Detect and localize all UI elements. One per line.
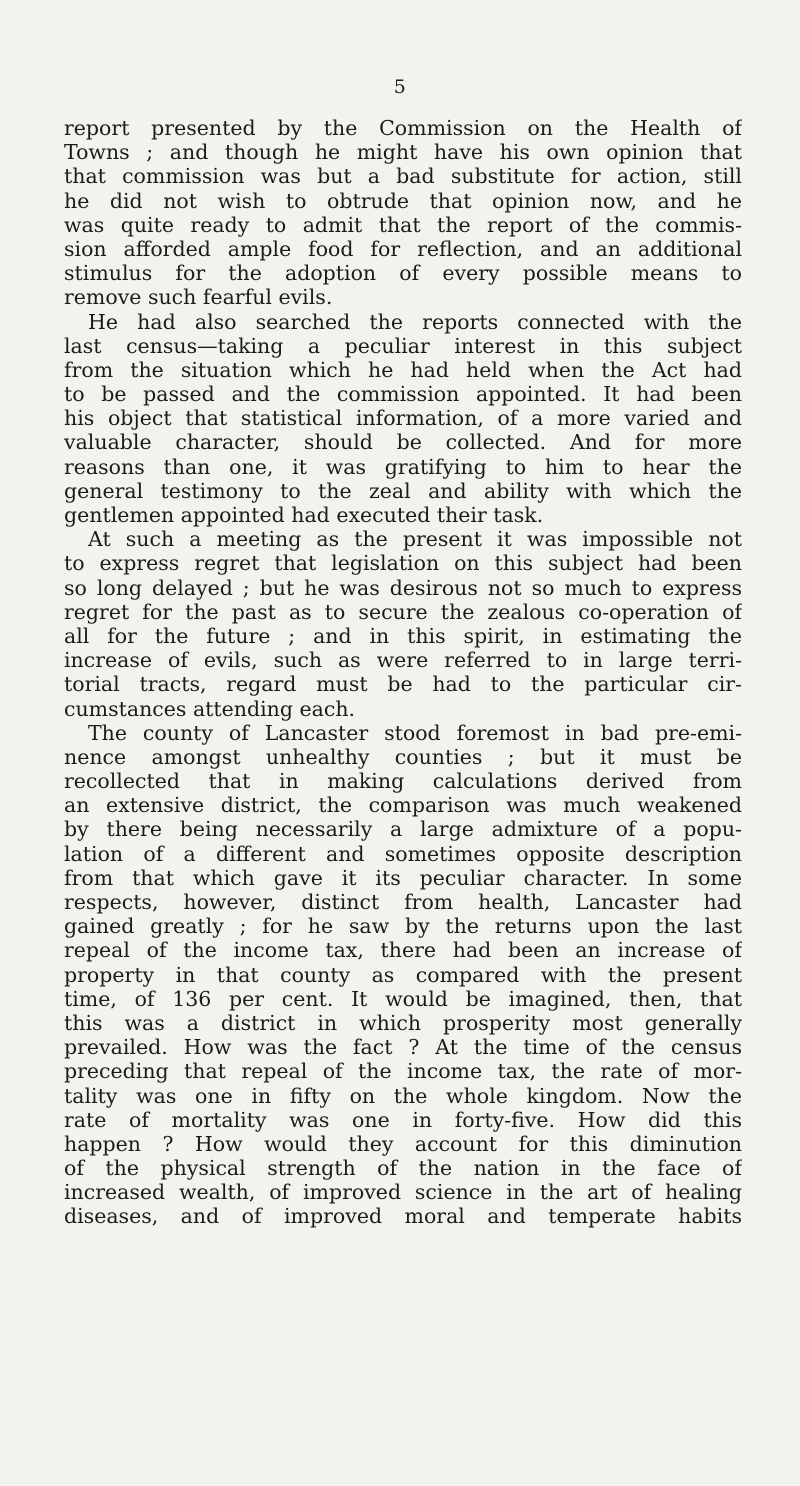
text-line: time, of 136 per cent. It would be imagined, then, that [64,986,742,1011]
text-line: The county of Lancaster stood foremost in bad pre-emi- [88,720,742,745]
text-line: respects, however, distinct from health, Lancaster had [64,890,742,914]
text-line: prevailed. How was the fact ? At the time of the census [64,1035,742,1060]
text-line: of the physical strength of the nation in the face of [64,1156,742,1181]
text-line: that commission was but a bad substitute for action, still [64,164,742,189]
text-line: to be passed and the commission appointed. It had been [64,382,742,407]
text-line: lation of a different and sometimes opposite description [64,841,742,866]
text-line: his object that statistical information, of a more varied and [64,406,742,431]
body-text [64,116,742,1229]
text-line: to express regret that legislation on this subject had been [64,551,742,576]
text-line: rate of mortality was one in forty-five. How did this [64,1107,742,1132]
text-line: cumstances attending each. [64,696,356,721]
text-line: he did not wish to obtrude that opinion now, and he [64,188,742,213]
text-line: stimulus for the adoption of every possible means to [64,261,742,286]
text-line: reasons than one, it was gratifying to him to hear the [64,454,742,479]
text-line: recollected that in making calculations derived from [64,769,742,794]
text-line: repeal of the income tax, there had been an increase of [64,938,742,963]
text-line: diseases, and of improved moral and temperate habits [64,1204,742,1229]
text-line: general testimony to the zeal and ability with which the [64,478,742,503]
text-line: property in that county as compared with the present [64,962,742,987]
text-line: torial tracts, regard must be had to the particular cir- [64,672,742,697]
text-line: from the situation which he had held when the Act had [64,357,742,382]
text-line: regret for the past as to secure the zealous co-operation of [64,599,742,624]
text-line: last census—taking a peculiar interest in this subject [64,333,742,358]
text-line: report presented by the Commission on the Health of [64,116,742,140]
text-line: gentlemen appointed had executed their task. [64,503,544,527]
text-line: increase of evils, such as were referred to in large terri- [64,648,742,673]
text-line: from that which gave it its peculiar character. In some [64,865,742,890]
text-line: by there being necessarily a large admixture of a popu- [64,817,742,842]
text-line: this was a district in which prosperity most generally [64,1010,742,1035]
text-line: remove such fearful evils. [64,285,333,310]
text-line: all for the future ; and in this spirit, in estimating the [64,623,742,648]
text-line: Towns ; and though he might have his own opinion that [64,140,742,165]
text-line: At such a meeting as the present it was impossible not [88,527,742,552]
text-line: He had also searched the reports connected with the [88,309,742,334]
page-number: 5 [393,76,407,98]
text-line: preceding that repeal of the income tax, the rate of mor- [64,1059,742,1084]
text-line: valuable character, should be collected. And for more [64,430,742,455]
text-line: sion afforded ample food for reflection, and an additional [64,236,742,261]
text-line: nence amongst unhealthy counties ; but it must be [64,744,742,769]
text-line: an extensive district, the comparison was much weakened [64,793,742,818]
text-line: increased wealth, of improved science in the art of healing [64,1180,742,1205]
text-line: happen ? How would they account for this diminution [64,1131,742,1156]
text-line: was quite ready to admit that the report of the commis- [64,212,742,237]
text-line: tality was one in fifty on the whole kingdom. Now the [64,1083,742,1108]
text-line: gained greatly ; for he saw by the returns upon the last [64,914,742,939]
text-line: so long delayed ; but he was desirous not so much to express [64,575,742,600]
